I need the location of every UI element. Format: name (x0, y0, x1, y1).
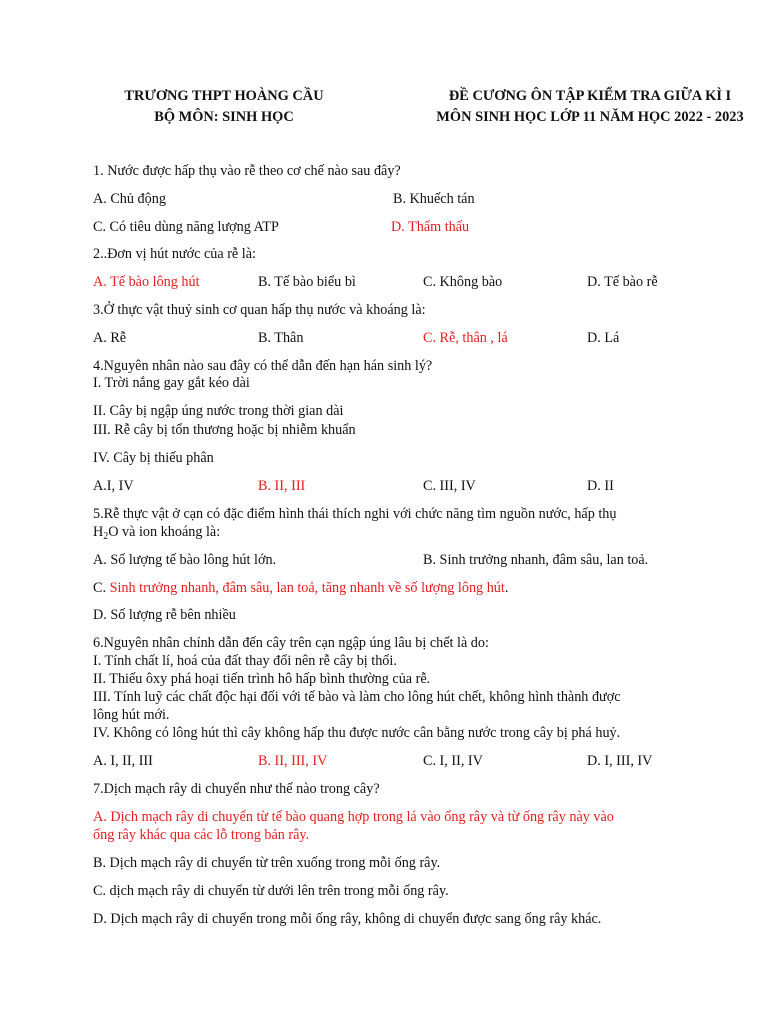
q7-option-c: C. dịch mạch rây di chuyển từ dưới lên trên trong mỗi ống rây. (93, 883, 449, 899)
q7-option-a-answer-line-2: ống rây khác qua các lỗ trong bản rây. (93, 827, 310, 843)
school-name: TRƯƠNG THPT HOÀNG CẦU (124, 88, 324, 104)
q2-option-c: C. Không bào (423, 274, 503, 290)
document-title: ĐỀ CƯƠNG ÔN TẬP KIỂM TRA GIỮA KÌ I (448, 88, 732, 104)
q3-option-a: A. Rễ (93, 330, 127, 346)
q3-option-c-answer: C. Rễ, thân , lá (423, 330, 508, 346)
q6-statement-3a: III. Tính luỹ các chất độc hại đối với tế bào và làm cho lông hút chết, không hình thành được (93, 689, 621, 705)
header-left (100, 86, 348, 128)
q3-option-b: B. Thân (258, 330, 304, 346)
q6-option-c: C. I, II, IV (423, 753, 483, 769)
q6-statement-3b: lông hút mới. (93, 707, 170, 723)
q1-option-a: A. Chủ động (93, 191, 166, 207)
department-name: BỘ MÔN: SINH HỌC (154, 109, 294, 125)
q5-option-d: D. Số lượng rễ bên nhiều (93, 607, 236, 623)
q4-option-d: D. II (587, 478, 614, 494)
q1-option-b: B. Khuếch tán (393, 191, 475, 207)
q5-text-line-1: 5.Rễ thực vật ở cạn có đặc điểm hình thái thích nghi với chức năng tìm nguồn nước, hấp thụ (93, 506, 617, 522)
q6-option-a: A. I, II, III (93, 753, 153, 769)
q6-statement-1: I. Tính chất lí, hoá của đất thay đổi nên rễ cây bị thối. (93, 653, 397, 669)
q2-option-d: D. Tế bào rễ (587, 274, 658, 290)
q2-option-a-answer: A. Tế bào lông hút (93, 274, 200, 290)
q4-statement-4: IV. Cây bị thiếu phân (93, 450, 214, 466)
q5-option-c-answer: C. Sinh trưởng nhanh, đâm sâu, lan toả, tăng nhanh về số lượng lông hút. (93, 580, 509, 596)
q7-option-b: B. Dịch mạch rây di chuyển từ trên xuống trong mỗi ống rây. (93, 855, 441, 871)
q2-option-b: B. Tế bào biểu bì (258, 274, 356, 290)
q2-text: 2..Đơn vị hút nước của rễ là: (93, 246, 256, 262)
q6-option-b-answer: B. II, III, IV (258, 753, 328, 769)
q6-option-d: D. I, III, IV (587, 753, 653, 769)
q1-option-d-answer: D. Thẩm thấu (391, 219, 470, 235)
q5-option-b: B. Sinh trưởng nhanh, đâm sâu, lan toả. (423, 552, 649, 568)
q1-option-c: C. Có tiêu dùng năng lượng ATP (93, 219, 279, 235)
document-subtitle: MÔN SINH HỌC LỚP 11 NĂM HỌC 2022 - 2023 (436, 109, 744, 125)
q4-option-c: C. III, IV (423, 478, 476, 494)
q6-statement-2: II. Thiếu ôxy phá hoại tiến trình hô hấp bình thường của rễ. (93, 671, 431, 687)
q3-text: 3.Ở thực vật thuỷ sinh cơ quan hấp thụ nước và khoáng là: (93, 302, 426, 318)
q4-option-b-answer: B. II, III (258, 478, 306, 494)
q4-statement-2: II. Cây bị ngập úng nước trong thời gian dài (93, 403, 344, 419)
q5-option-a: A. Số lượng tế bào lông hút lớn. (93, 552, 277, 568)
header-right (410, 86, 768, 128)
q3-option-d: D. Lá (587, 330, 620, 346)
q7-option-a-answer-line-1: A. Dịch mạch rây di chuyển từ tế bào quang hợp trong lá vào ống rây và từ ống rây này vào (93, 809, 614, 825)
q7-option-d: D. Dịch mạch rây di chuyển trong mỗi ống rây, không di chuyển được sang ống rây khác. (93, 911, 602, 927)
q4-option-a: A.I, IV (93, 478, 134, 494)
q7-text: 7.Dịch mạch rây di chuyển như thế nào trong cây? (93, 781, 380, 797)
q4-statement-1: I. Trời nắng gay gắt kéo dài (93, 375, 250, 391)
q4-text: 4.Nguyên nhân nào sau đây có thể dẫn đến hạn hán sinh lý? (93, 358, 433, 374)
q6-statement-4: IV. Không có lông hút thì cây không hấp thu được nước cân bằng nước trong cây bị phá huỷ. (93, 725, 621, 741)
q6-text: 6.Nguyên nhân chính dẫn đến cây trên cạn ngập úng lâu bị chết là do: (93, 635, 489, 651)
q4-statement-3: III. Rễ cây bị tổn thương hoặc bị nhiễm khuẩn (93, 422, 356, 438)
q1-text: 1. Nước được hấp thụ vào rễ theo cơ chế nào sau đây? (93, 163, 401, 179)
q5-text-line-2: $H_2O$ và ion khoáng là: (93, 524, 221, 542)
